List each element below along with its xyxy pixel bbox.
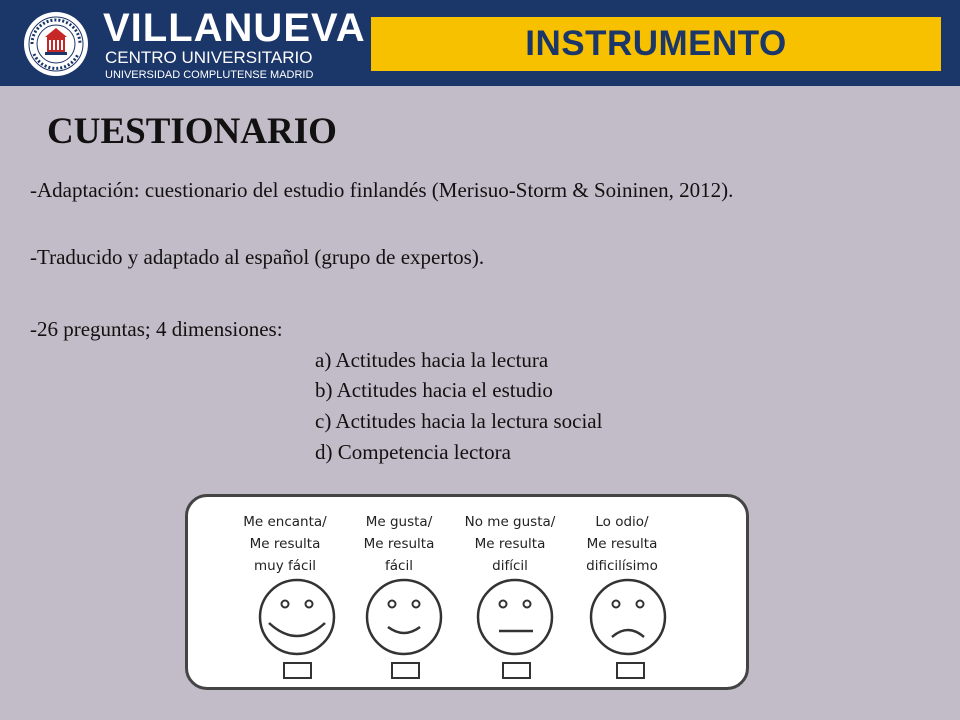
dimension-item: d) Competencia lectora [315, 440, 511, 464]
scale-label-line: Me resulta [249, 536, 321, 552]
section-badge: INSTRUMENTO [371, 17, 941, 71]
adaptation-note: -Adaptación: cuestionario del estudio finlandés (Merisuo-Storm & Soininen, 2012). [30, 178, 734, 202]
scale-checkbox[interactable] [616, 662, 645, 679]
scale-label-line: Me resulta [474, 536, 546, 552]
scale-label-line: Me resulta [586, 536, 658, 552]
scale-label-line: Me gusta/ [365, 514, 433, 530]
page-title: CUESTIONARIO [47, 111, 337, 152]
scale-label-line: Lo odio/ [595, 514, 649, 530]
logo-affiliation: UNIVERSIDAD COMPLUTENSE MADRID [105, 69, 314, 81]
dimension-item: a) Actitudes hacia la lectura [315, 348, 549, 372]
logo-subtitle: CENTRO UNIVERSITARIO [105, 48, 313, 67]
neutral-face-icon [475, 577, 555, 657]
scale-label [563, 511, 681, 577]
translation-note: -Traducido y adaptado al español (grupo de expertos). [30, 245, 485, 269]
scale-label [340, 511, 458, 577]
scale-label-line: difícil [492, 558, 528, 574]
scale-label-line: No me gusta/ [464, 514, 556, 530]
sad-face-icon [588, 577, 668, 657]
scale-label-line: Me encanta/ [243, 514, 327, 530]
scale-label [451, 511, 569, 577]
scale-label-line: muy fácil [254, 558, 316, 574]
scale-checkbox[interactable] [283, 662, 312, 679]
scale-label [226, 511, 344, 577]
scale-label-line: dificilísimo [586, 558, 658, 574]
scale-label-line: fácil [385, 558, 413, 574]
scale-checkbox[interactable] [391, 662, 420, 679]
header-bar [0, 0, 960, 86]
response-scale-card [185, 494, 749, 690]
happy-face-icon [364, 577, 444, 657]
scale-checkbox[interactable] [502, 662, 531, 679]
logo-name: VILLANUEVA [103, 6, 366, 50]
very-happy-face-icon [257, 577, 337, 657]
university-seal-icon [22, 10, 90, 78]
dimension-item: c) Actitudes hacia la lectura social [315, 409, 603, 433]
question-count-note: -26 preguntas; 4 dimensiones: [30, 317, 283, 341]
dimension-item: b) Actitudes hacia el estudio [315, 378, 553, 402]
scale-label-line: Me resulta [363, 536, 435, 552]
